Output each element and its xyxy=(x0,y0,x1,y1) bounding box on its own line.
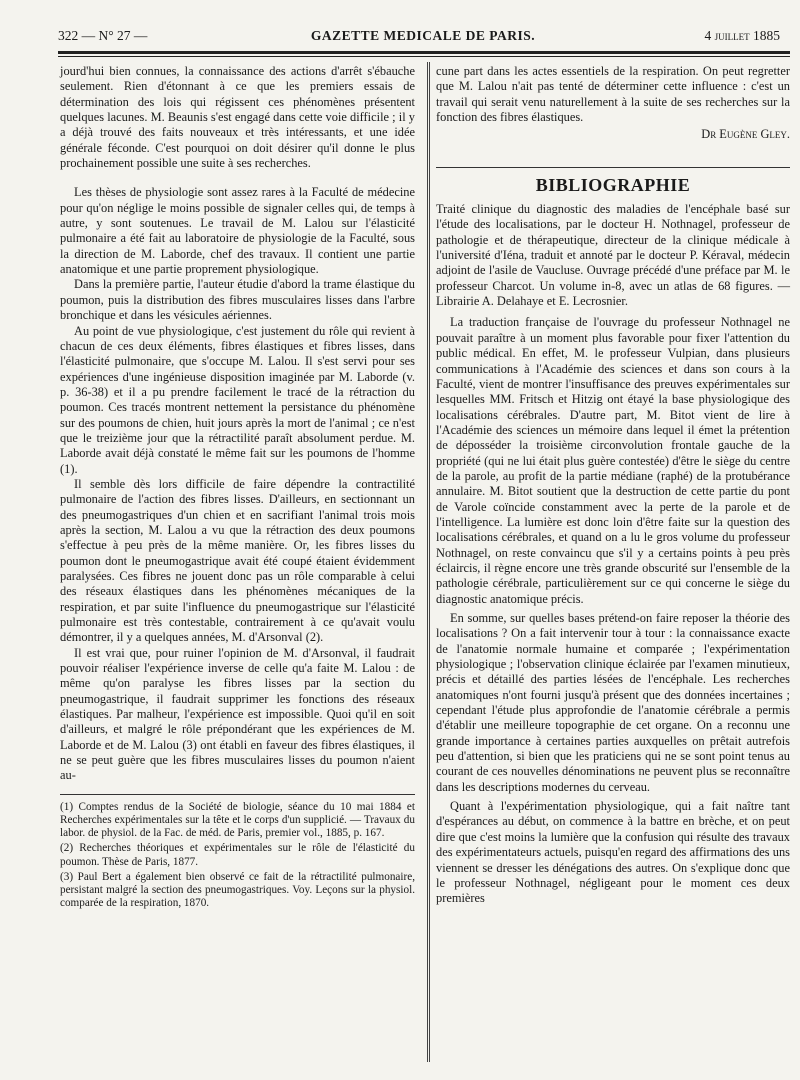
header-rule-thin xyxy=(58,56,790,57)
paragraph: Les thèses de physiologie sont assez rares à la Faculté de médecine pour qu'on néglige le moins possible de signaler celles qui, de temps à autre, y sont soutenues. Le travail de M. Lalou sur l'élasticité pulmonaire a été fait au laboratoire de physiologie de la Faculté, sous la direction de M. Laborde, chef des travaux. Il contient une partie anatomique et une partie proprement physiologique. xyxy=(60,185,415,277)
paragraph: cune part dans les actes essentiels de la respiration. On peut regretter que M. Lalou n'ait pas tenté de déterminer cette influence : c'est un travail qui serait venu naturellement à la suite de ses recherches sur la fonction des fibres élastiques. xyxy=(436,64,790,125)
author-signature: Dr Eugène Gley. xyxy=(701,127,790,142)
column-separator xyxy=(427,62,430,1062)
paragraph: Il est vrai que, pour ruiner l'opinion de M. d'Arsonval, il faudrait pouvoir réaliser l'expérience inverse de celle qu'a faite M. Lalou : de même qu'on paralyse les fibres lisses par la section du pneumogastrique, il faudrait supprimer les fonctions des réseaux élastiques. Par malheur, l'expérience est impossible. Quoi qu'il en soit d'ailleurs, et malgré le rôle prépondérant que les expériences de M. Laborde et de M. Lalou (3) ont établi en faveur des fibres élastiques, il ne se peut guère que les fibres musculaires lisses du poumon n'aient au- xyxy=(60,645,415,783)
page-header xyxy=(58,28,788,46)
page-number: 322 — N° 27 — xyxy=(58,28,148,43)
paragraph: Au point de vue physiologique, c'est justement du rôle qui revient à chacun de ces deux éléments, fibres élastiques et fibres lisses, dans l'élasticité pulmonaire, que s'occupe M. Lalou. Il s'est servi pour ses expériences d'une ingénieuse disposition imaginée par M. Laborde (v. p. 36-38) et il a pu prendre facilement le tracé de la rétraction du poumon. Ces tracés montrent nettement la persistance du phénomène sur des poumons de chien, huit jours après la mort de l'animal ; ce n'est que le treizième jour que la rétractilité paraît absolument perdue. M. Laborde avait déjà constaté le même fait sur les poumons de l'homme (1). xyxy=(60,323,415,476)
paragraph: Quant à l'expérimentation physiologique, qui a fait naître tant d'espérances au début, on commence à la battre en brèche, et on peut dire que c'est moins la lumière que la confusion qui résulte des travaux des expérimentateurs actuels, puisqu'en regard des affirmations des uns viennent se dresser les dénégations des autres. On s'explique donc que le professeur Nothnagel, négligeant pour le moment ces deux premières xyxy=(436,799,790,906)
paragraph: En somme, sur quelles bases prétend-on faire reposer la théorie des localisations ? On a fait intervenir tour à tour : la connaissance exacte de l'anatomie normale humaine et comparée ; l'expérimentation physiologique ; l'observation clinique éclairée par l'examen minutieux, précis et détaillé des parties lésées de l'encéphale. Les recherches anatomiques n'ont fourni jusqu'à présent que des données incertaines ; cependant l'étude plus approfondie de l'anatomie cérébrale a permis d'établir une meilleure topographie de cet organe. On a reconnu une grande importance à certaines parties auxquelles on prêtait autrefois peu d'attention, si bien que les praticiens qui ne se sont point tenus au courant de ces nouvelles dénominations ne peuvent plus se reconnaître dans les descriptions modernes du cerveau. xyxy=(436,611,790,794)
footnote: (1) Comptes rendus de la Société de biologie, séance du 10 mai 1884 et Recherches expérimentales sur la tête et le corps d'un supplicié. — Travaux du labor. de physiol. de la Fac. de méd. de Paris, premier vol., 1885, p. 167. xyxy=(60,800,415,840)
right-column xyxy=(436,64,790,907)
paragraph: jourd'hui bien connues, la connaissance des actions d'arrêt s'ébauche seulement. Rien d'étonnant à ce que les premiers essais de détermination des lois qui régissent ces phénomènes présentent quelques lacunes. M. Beaunis s'est engagé dans cette voie difficile ; il y a déjà trouvé des faits nouveaux et très intéressants, et une idée générale féconde. C'est pourquoi on doit désirer qu'il donne le plus prochainement possible une suite à ses recherches. xyxy=(60,64,415,171)
paragraph: Dans la première partie, l'auteur étudie d'abord la trame élastique du poumon, puis la distribution des fibres musculaires lisses dans l'arbre bronchique et dans les vésicules aériennes. xyxy=(60,277,415,323)
footnote: (2) Recherches théoriques et expérimentales sur le rôle de l'élasticité du poumon. Thèse de Paris, 1877. xyxy=(60,842,415,868)
bibliography-entry: Traité clinique du diagnostic des maladies de l'encéphale basé sur l'étude des localisations, par le docteur H. Nothnagel, professeur de pathologie et de thérapeutique, directeur de la clinique médicale à l'université d'Iéna, traduit et annoté par le docteur P. Kéraval, médecin adjoint de l'asile de Vaucluse. Ouvrage précédé d'une préface par M. le professeur Charcot. Un volume in-8, avec un atlas de 68 figures. — Librairie A. Delahaye et E. Lecrosnier. xyxy=(436,202,790,309)
header-rule-thick xyxy=(58,51,790,54)
paragraph: La traduction française de l'ouvrage du professeur Nothnagel ne pouvait paraître à un moment plus favorable pour fixer l'attention du public médical. En effet, M. le professeur Vulpian, dans plusieurs communications à l'Académie des sciences et dans son cours à la Faculté, vient de montrer l'insuffisance des preuves expérimentales sur lesquelles MM. Fritsch et Hitzig ont étayé la base physiologique des localisations cérébrales. D'autre part, M. Bitot vient de lire à l'Académie des sciences un mémoire dans lequel il émet la prétention de déposséder la troisième circonvolution frontale gauche de la propriété (qui ne lui était plus guère contestée) d'être le siège du centre de la parole, au profit de la partie médiane (raphé) de la protubérance annulaire. M. Bitot soutient que la destruction de cette partie du pont de Varole coïncide constamment avec la perte de la parole et de l'intelligence. La lumière est donc loin d'être faite sur la question des localisations cérébrales, et quand on a lu le gros volume du professeur Nothnagel, on reste convaincu que s'il y a certains points à peu près éclaircis, il règne encore une très grande obscurité sur l'ensemble de la pathologie cérébrale, particulièrement sur ce qui concerne le siège du diagnostic anatomique précis. xyxy=(436,315,790,606)
paragraph: Il semble dès lors difficile de faire dépendre la contractilité pulmonaire de l'action des fibres lisses. D'ailleurs, en sectionnant un des pneumogastriques d'un chien et en sacrifiant l'animal trois mois après la section, M. Lalou a vu que la rétraction des deux poumons s'effectue à peu près de la même manière. Or, les fibres lisses du poumon dont le pneumogastrique avait été coupé étaient évidemment paralysées. Ces fibres ne jouent donc pas un rôle comparable à celui des réseaux élastiques dans les phénomènes mécaniques de la respiration, et par suite l'influence du pneumogastrique sur l'élasticité pulmonaire est très contestable, contrairement à ce qu'avait voulu démontrer, il y a quelques années, M. d'Arsonval (2). xyxy=(60,476,415,645)
section-title: BIBLIOGRAPHIE xyxy=(535,174,691,195)
left-column xyxy=(60,64,415,912)
issue-date: 4 juillet 1885 xyxy=(704,28,780,43)
journal-title: GAZETTE MEDICALE DE PARIS. xyxy=(310,28,536,43)
footnote-rule xyxy=(60,794,415,795)
footnote: (3) Paul Bert a également bien observé ce fait de la rétractilité pulmonaire, persistant malgré la section des pneumogastriques. Voy. Leçons sur la physiol. comparée de la respiration, 1870. xyxy=(60,870,415,910)
section-rule xyxy=(436,167,790,168)
